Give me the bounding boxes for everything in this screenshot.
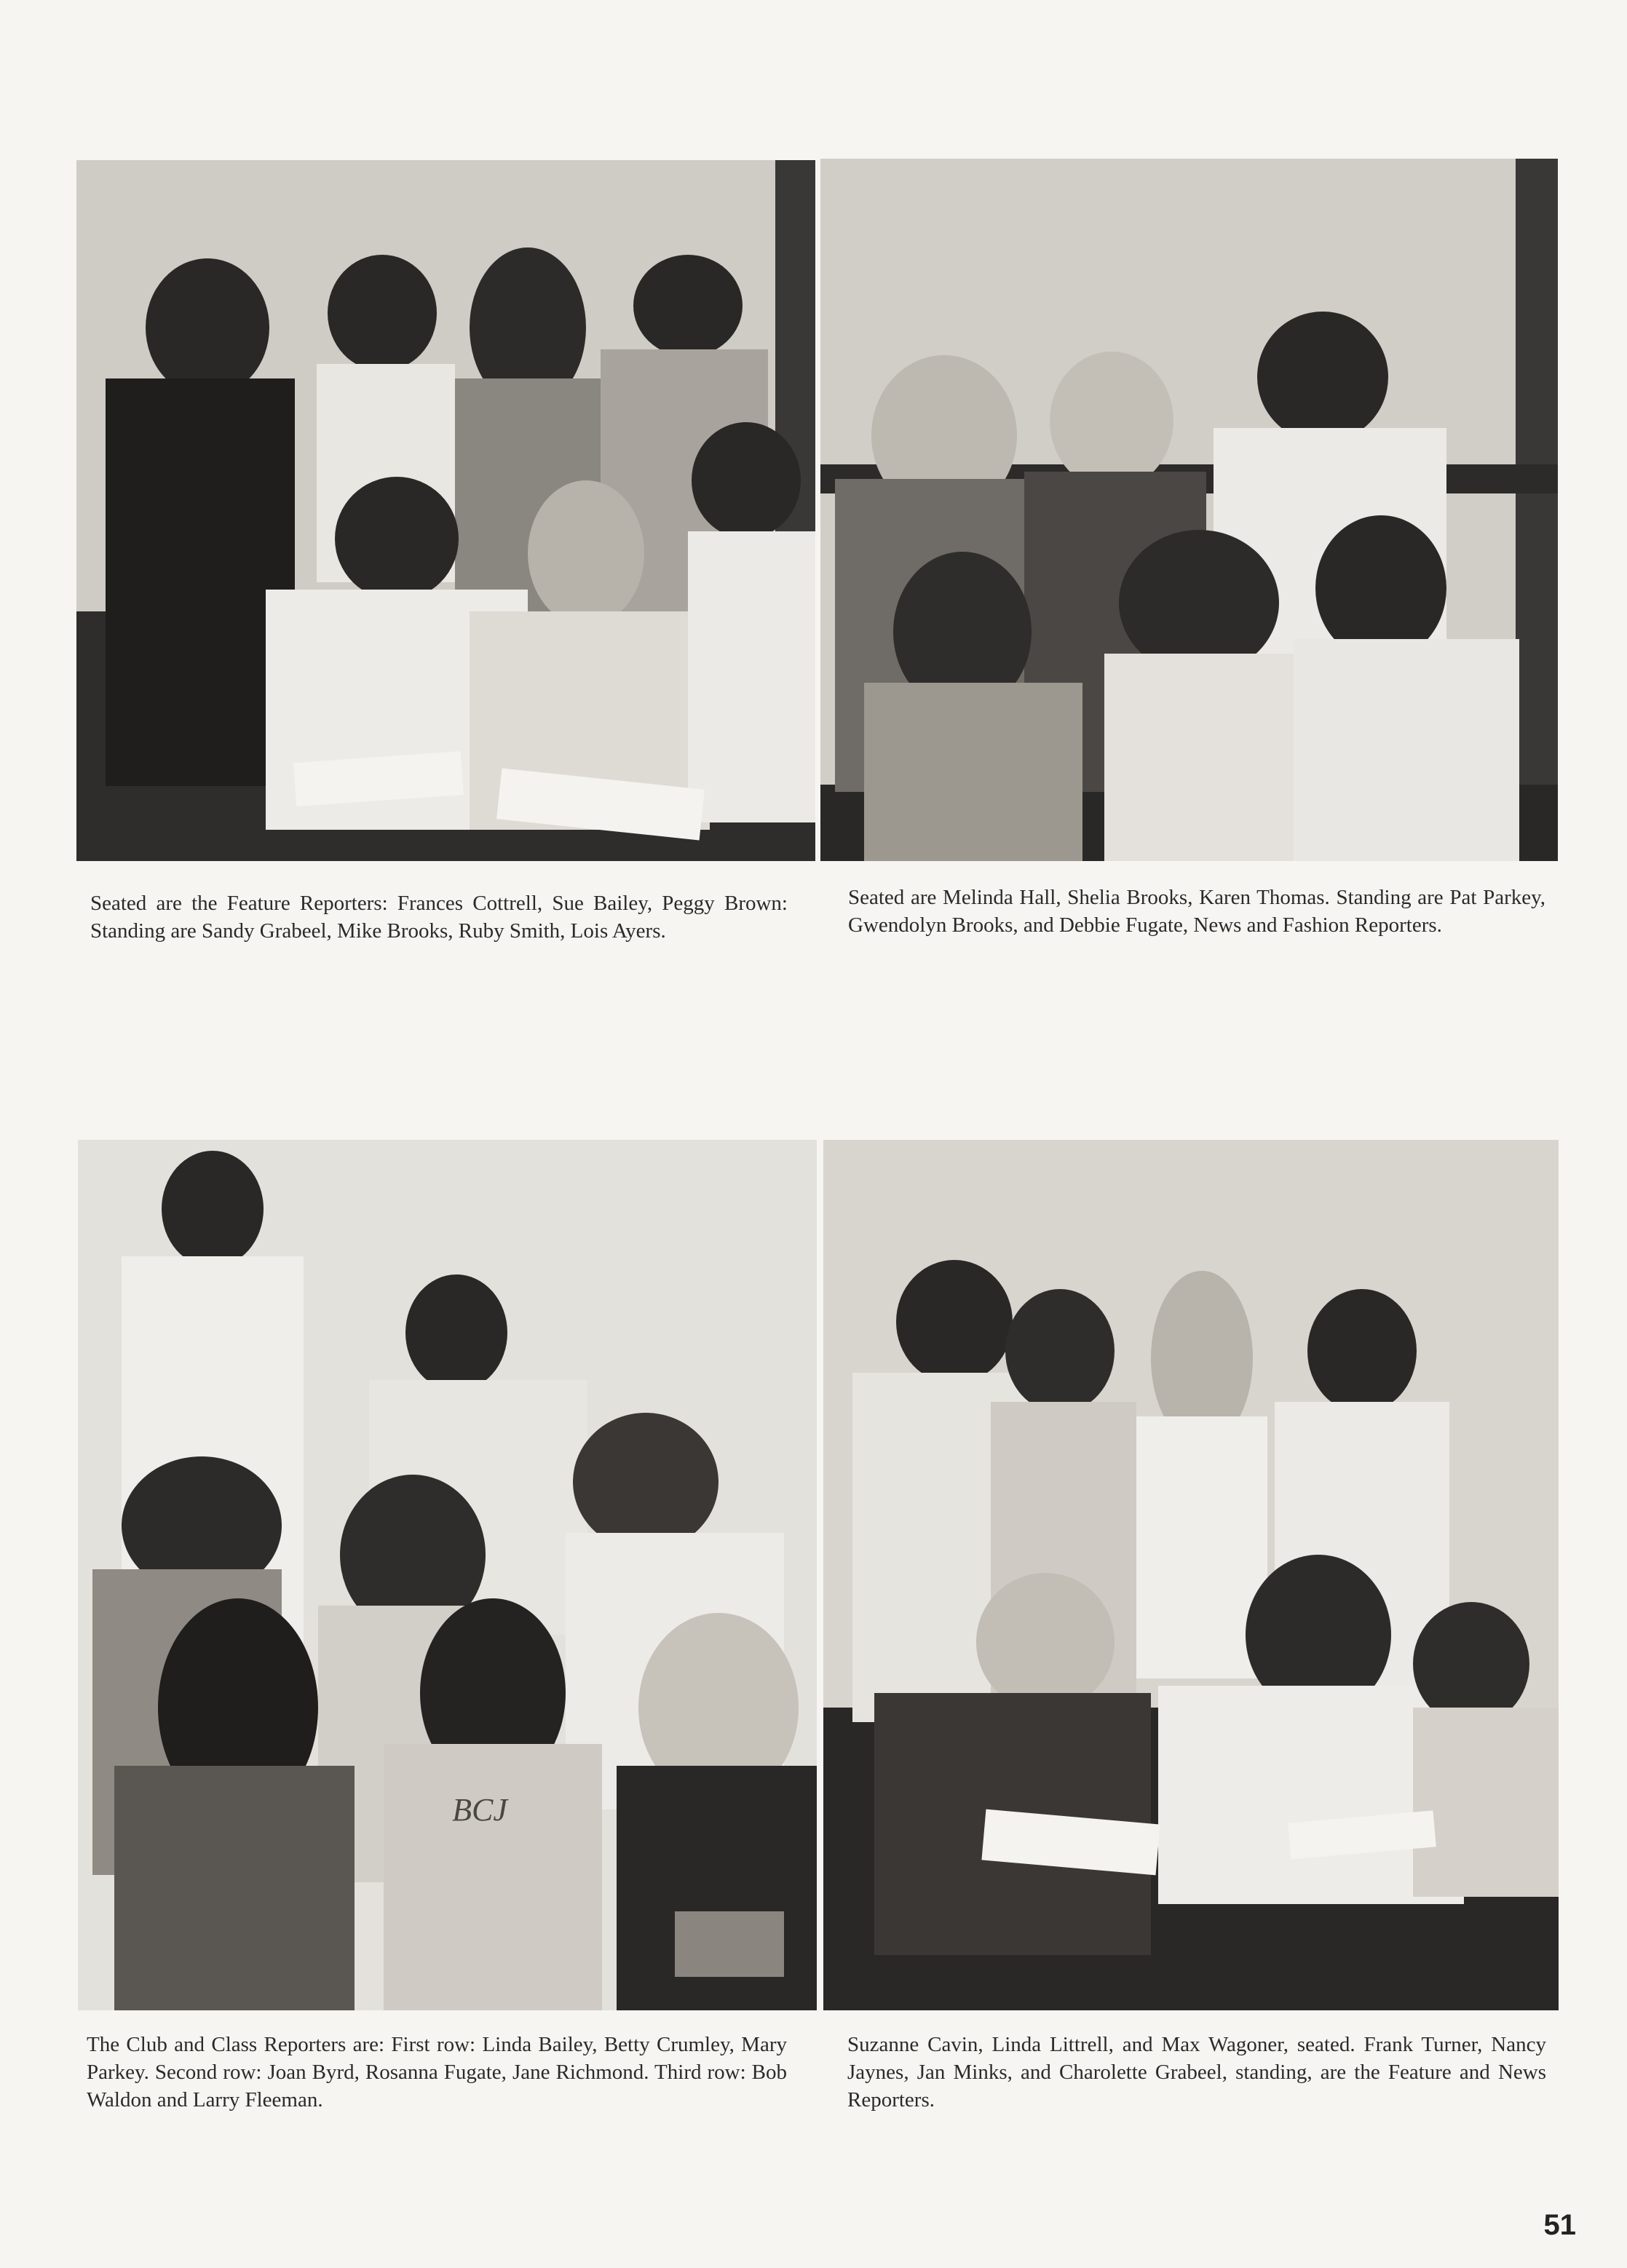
photo-caption: Suzanne Cavin, Linda Littrell, and Max Wagoner, seated. Frank Turner, Nancy Jaynes, Jan Minks, and Charolette Grabeel, standing, are the Feature and News Reporters. [847, 2033, 1546, 2112]
photo-feature-reporters [76, 160, 815, 861]
photo-caption: The Club and Class Reporters are: First row: Linda Bailey, Betty Crumley, Mary Parkey. Second row: Joan Byrd, Rosanna Fugate, Jane Richmond. Third row: Bob Waldon and Larry Fleeman. [87, 2033, 787, 2112]
page-number: 51 [1543, 2209, 1576, 2241]
photo-caption: Seated are the Feature Reporters: Frances Cottrell, Sue Bailey, Peggy Brown: Standing are Sandy Grabeel, Mike Brooks, Ruby Smith, Lois Ayers. [90, 892, 788, 943]
photo-news-fashion-reporters [820, 159, 1558, 861]
photo-feature-news-reporters [823, 1140, 1559, 2010]
photo-club-class-reporters [78, 1140, 817, 2010]
photo-caption: Seated are Melinda Hall, Shelia Brooks, Karen Thomas. Standing are Pat Parkey, Gwendolyn Brooks, and Debbie Fugate, News and Fashion Reporters. [848, 886, 1545, 937]
sweater-monogram: BCJ [452, 1792, 507, 1828]
